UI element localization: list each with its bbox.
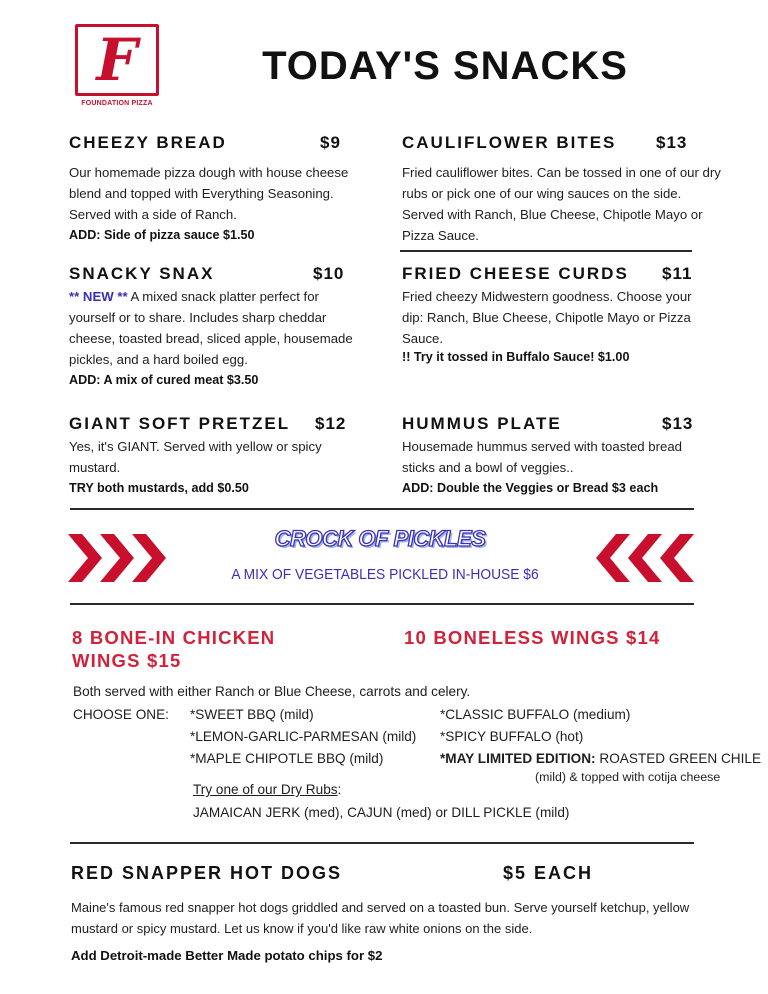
divider <box>70 842 694 844</box>
sauce-option: *SWEET BBQ (mild) <box>190 707 314 722</box>
boneless-wings-heading: 10 BONELESS WINGS $14 <box>404 627 661 648</box>
hummus-price: $13 <box>662 414 694 433</box>
snacky-snax-price: $10 <box>313 264 345 283</box>
hot-dogs-addon: Add Detroit-made Better Made potato chips for $2 <box>71 948 383 963</box>
pretzel-name: GIANT SOFT PRETZEL <box>69 414 291 433</box>
divider <box>70 508 694 510</box>
pretzel-price: $12 <box>315 414 347 433</box>
snacky-snax-desc <box>69 286 357 370</box>
pretzel-addon: TRY both mustards, add $0.50 <box>69 481 249 495</box>
logo-name: FOUNDATION PIZZA <box>81 100 153 107</box>
sauce-option: *LEMON-GARLIC-PARMESAN (mild) <box>190 729 417 744</box>
sauce-option: *CLASSIC BUFFALO (medium) <box>440 707 631 722</box>
cheezy-bread-desc: Our homemade pizza dough with house cheese blend and topped with Everything Seasoning. Served with a side of Ranch. <box>69 165 349 222</box>
logo-letter: F <box>96 26 138 94</box>
page-title: TODAY'S SNACKS <box>262 44 628 88</box>
divider <box>70 603 694 605</box>
dry-rubs-label: Try one of our Dry Rubs <box>193 782 338 797</box>
pretzel-desc: Yes, it's GIANT. Served with yellow or spicy mustard. <box>69 439 322 475</box>
dry-rubs-heading <box>193 782 341 797</box>
crock-subtitle: A MIX OF VEGETABLES PICKLED IN-HOUSE $6 <box>231 566 539 583</box>
sauce-option: *MAPLE CHIPOTLE BBQ (mild) <box>190 751 384 766</box>
wings-served-with: Both served with either Ranch or Blue Cheese, carrots and celery. <box>73 684 471 699</box>
cauliflower-price: $13 <box>656 133 688 152</box>
snacky-snax-text: A mixed snack platter perfect for yourself or to share. Includes sharp cheddar cheese, toasted bread, sliced apple, housemade pickles, and a hard boiled egg. <box>69 289 353 367</box>
cheese-curds-name: FRIED CHEESE CURDS <box>402 264 629 283</box>
hot-dogs-desc: Maine's famous red snapper hot dogs griddled and served on a toasted bun. Serve yourself ketchup, yellow mustard or spicy mustard. Let us know if you'd like raw white onions on the side. <box>71 900 690 936</box>
divider <box>400 250 692 252</box>
sauce-option: *SPICY BUFFALO (hot) <box>440 729 584 744</box>
snacky-snax-addon: ADD: A mix of cured meat $3.50 <box>69 373 259 387</box>
dry-rubs-colon: : <box>337 782 342 797</box>
cheese-curds-addon: !! Try it tossed in Buffalo Sauce! $1.00 <box>402 350 630 364</box>
cheezy-bread-name: CHEEZY BREAD <box>69 133 227 152</box>
cheese-curds-price: $11 <box>662 264 693 283</box>
chevrons-left-icon <box>594 534 694 582</box>
hot-dogs-name: RED SNAPPER HOT DOGS <box>71 863 343 883</box>
limited-edition-label: *MAY LIMITED EDITION: <box>440 751 596 766</box>
logo <box>75 24 159 96</box>
cauliflower-desc: Fried cauliflower bites. Can be tossed in one of our dry rubs or pick one of our wing sauces on the side. Served with Ranch, Blue Cheese, Chipotle Mayo or Pizza Sauce. <box>402 165 721 243</box>
cheese-curds-desc: Fried cheezy Midwestern goodness. Choose your dip: Ranch, Blue Cheese, Chipotle Mayo or Pizza Sauce. <box>402 289 692 346</box>
cheezy-bread-addon: ADD: Side of pizza sauce $1.50 <box>69 228 255 242</box>
chevrons-right-icon <box>68 534 168 582</box>
bone-in-wings-heading: 8 BONE-IN CHICKEN WINGS $15 <box>72 627 276 671</box>
hummus-name: HUMMUS PLATE <box>402 414 562 433</box>
crock-title: CROCK OF PICKLES <box>274 526 486 551</box>
cheezy-bread-price: $9 <box>320 133 341 152</box>
limited-edition-sauce <box>440 751 761 766</box>
hummus-desc: Housemade hummus served with toasted bread sticks and a bowl of veggies.. <box>402 439 683 475</box>
snacky-snax-name: SNACKY SNAX <box>69 264 215 283</box>
choose-one-label: CHOOSE ONE: <box>73 707 169 722</box>
hummus-addon: ADD: Double the Veggies or Bread $3 each <box>402 481 659 495</box>
new-badge: ** NEW ** <box>69 289 128 304</box>
dry-rubs-list: JAMAICAN JERK (med), CAJUN (med) or DILL PICKLE (mild) <box>193 805 570 820</box>
cauliflower-name: CAULIFLOWER BITES <box>402 133 617 152</box>
limited-edition-detail: (mild) & topped with cotija cheese <box>535 770 721 784</box>
limited-edition-text: ROASTED GREEN CHILE <box>595 751 762 766</box>
hot-dogs-price: $5 EACH <box>503 863 594 883</box>
